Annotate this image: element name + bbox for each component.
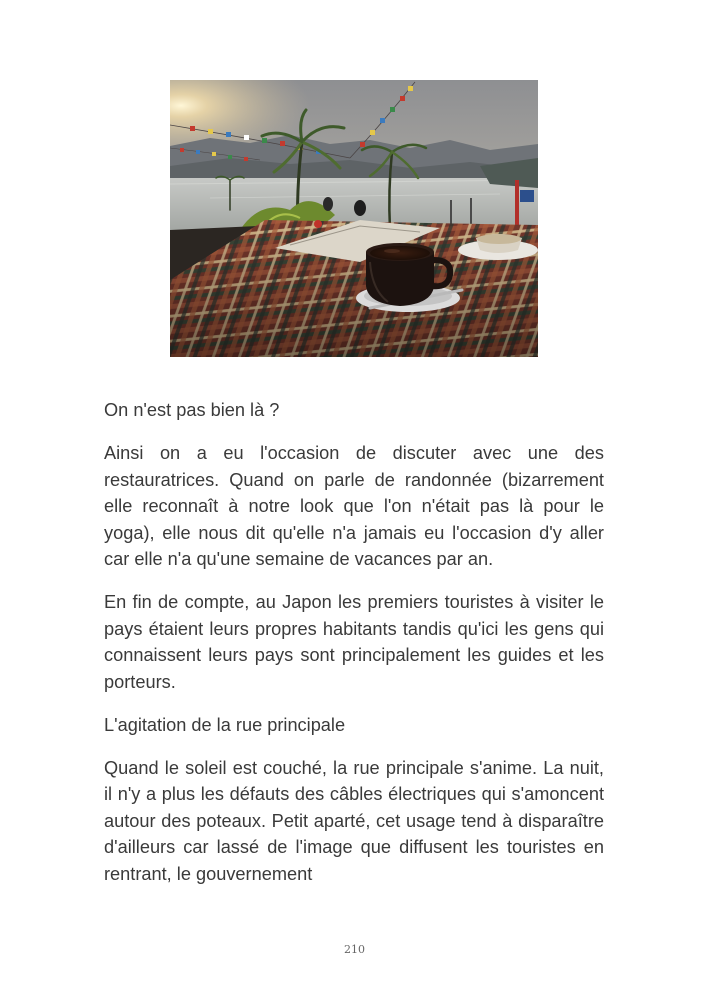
lakeside-tea-photo	[170, 80, 538, 357]
body-text	[104, 397, 604, 887]
restauratrice-paragraph: Ainsi on a eu l'occasion de discuter avec une des restauratrices. Quand on parle de randonnée (bizarrement elle reconnaît à notre look que l'on n'était pas là pour le yoga), elle nous dit qu'elle n'a jamais eu l'occasion d'y aller car elle n'a qu'une semaine de vacances par an.	[104, 443, 604, 569]
section-heading: L'agitation de la rue principale	[104, 714, 346, 735]
caption-paragraph: On n'est pas bien là ?	[104, 400, 280, 420]
japon-paragraph: En fin de compte, au Japon les premiers touristes à visiter le pays étaient leurs propres habitants tandis qu'ici les gens qui connaissent leurs pays sont principalement les guides et les porteurs.	[104, 592, 604, 692]
page-number: 210	[344, 943, 365, 956]
rue-principale-paragraph: Quand le soleil est couché, la rue principale s'anime. La nuit, il n'y a plus les défauts des câbles électriques qui s'amoncent autour des poteaux. Petit aparté, cet usage tend à disparaître d'ailleurs car lassé de l'image que diffusent les touristes en rentrant, le gouvernement	[104, 757, 604, 884]
